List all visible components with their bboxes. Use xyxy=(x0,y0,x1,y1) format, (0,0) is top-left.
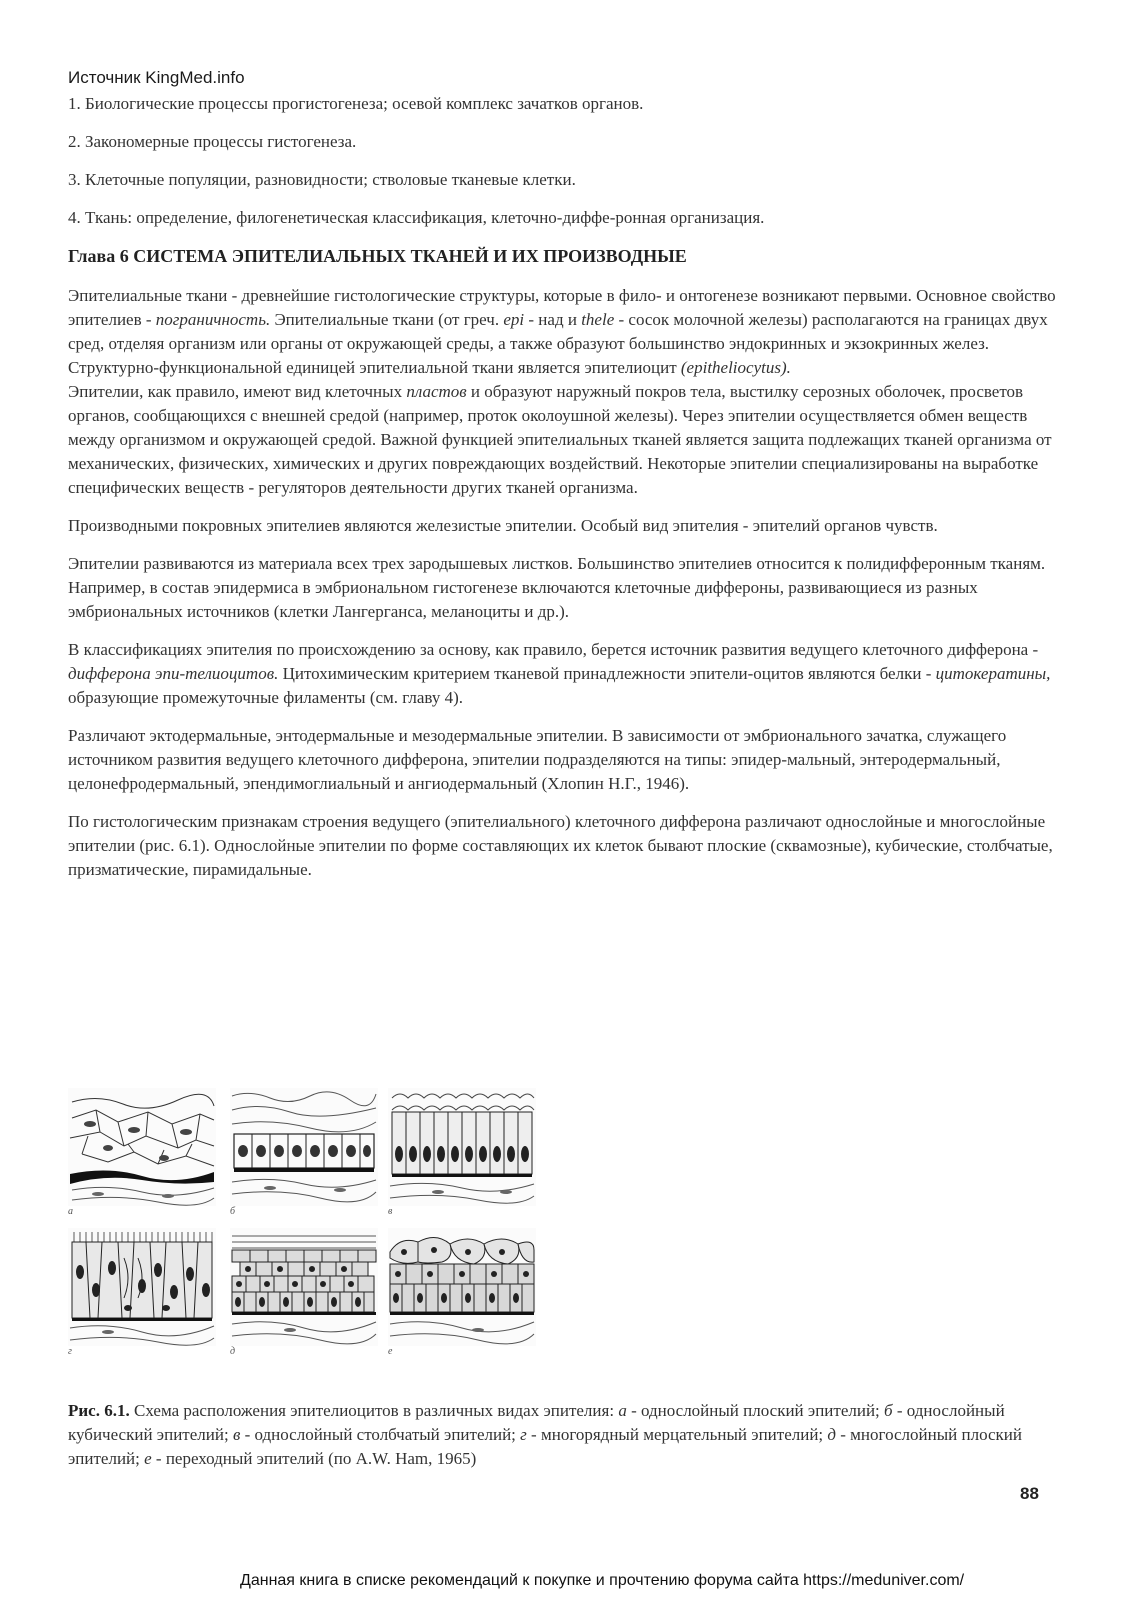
chapter-title: Глава 6 СИСТЕМА ЭПИТЕЛИАЛЬНЫХ ТКАНЕЙ И ИХ ПРОИЗВОДНЫЕ xyxy=(68,246,687,266)
paragraph-2: Производными покровных эпителиев являются железистые эпителии. Особый вид эпителия - эпителий органов чувств. xyxy=(68,516,938,535)
figure-panel-b xyxy=(230,1088,378,1217)
page-body xyxy=(68,92,1058,896)
figure-panel-c xyxy=(388,1088,536,1217)
figure-label-e: д xyxy=(230,1346,236,1357)
ciliated-epithelium-drawing xyxy=(68,1228,216,1346)
question-4: 4. Ткань: определение, филогенетическая классификация, клеточно-диффе-ронная организация. xyxy=(68,208,765,227)
stratified-epithelium-drawing xyxy=(230,1228,378,1346)
figure-panel-e xyxy=(230,1228,378,1357)
paragraph-6: По гистологическим признакам строения ведущего (эпителиального) клеточного дифферона различают однослойные и многослойные эпителии (рис. 6.1). Однослойные эпителии по форме составляющих их клеток бывают плоские (сквамозные), кубические, столбчатые, призматические, пирамидальные. xyxy=(68,812,1053,879)
footer-note: Данная книга в списке рекомендаций к покупке и прочтению форума сайта https://meduniver.com/ xyxy=(240,1572,965,1589)
figure-label-f: е xyxy=(388,1346,393,1357)
figure-caption: Рис. 6.1. Схема расположения эпителиоцитов в различных видах эпителия: а - однослойный плоский эпителий; б - однослойный кубический эпителий; в - однослойный столбчатый эпителий; г - многорядный мерцательный эпителий; д - многослойный плоский эпителий; е - переходный эпителий (по A.W. Ham, 1965) xyxy=(68,1401,1023,1468)
question-2: 2. Закономерные процессы гистогенеза. xyxy=(68,132,357,151)
figure-label-a: а xyxy=(68,1206,73,1217)
figure-label-c: в xyxy=(388,1206,393,1217)
epithelium-figure xyxy=(68,1088,548,1363)
paragraph-3: Эпителии развиваются из материала всех трех зародышевых листков. Большинство эпителиев относится к полидифферонным тканям. Например, в состав эпидермиса в эмбриональном гистогенезе включаются клеточные диффероны, развивающиеся из разных эмбриональных источников (клетки Лангерганса, меланоциты и др.). xyxy=(68,554,1046,621)
figure-label-d: г xyxy=(68,1346,72,1357)
figure-panel-f xyxy=(388,1228,536,1357)
paragraph-5: Различают эктодермальные, энтодермальные и мезодермальные эпителии. В зависимости от эмбрионального зачатка, служащего источником развития ведущего клеточного дифферона, эпителии подразделяются на типы: эпидер-мальный, энтеродермальный, целонефродермальный, эпендимоглиальный и ангиодермальный (Хлопин Н.Г., 1946). xyxy=(68,726,1007,793)
columnar-epithelium-drawing xyxy=(388,1088,536,1206)
squamous-epithelium-drawing xyxy=(68,1088,216,1206)
transitional-epithelium-drawing xyxy=(388,1228,536,1346)
paragraph-1: Эпителиальные ткани - древнейшие гистологические структуры, которые в фило- и онтогенезе возникают первыми. Основное свойство эпителиев - пограничность. Эпителиальные ткани (от греч. epi - над и thele - сосок молочной железы) располагаются на границах двух сред, отделяя организм или органы от окружающей среды, а также образуют большинство эндокринных и экзокринных желез. Структурно-функциональной единицей эпителиальной ткани является эпителиоцит (epitheliocytus). Эпителии, как правило, имеют вид клеточных пластов и образуют наружный покров тела, выстилку серозных оболочек, просветов органов, сообщающихся с внешней средой (например, проток околоушной железы). Через эпителии осуществляется обмен веществ между организмом и окружающей средой. Важной функцией эпителиальных тканей является защита подлежащих тканей организма от механических, физических, химических и других повреждающих воздействий. Некоторые эпителии специализированы на выработке специфических веществ - регуляторов деятельности других тканей организма. xyxy=(68,286,1056,497)
cuboidal-epithelium-drawing xyxy=(230,1088,378,1206)
paragraph-4: В классификациях эпителия по происхождению за основу, как правило, берется источник развития ведущего клеточного дифферона - дифферона эпи-телиоцитов. Цитохимическим критерием тканевой принадлежности эпители-оцитов являются белки - цитокератины, образующие промежуточные филаменты (см. главу 4). xyxy=(68,640,1051,707)
figure-panel-a xyxy=(68,1088,216,1217)
question-1: 1. Биологические процессы прогистогенеза; осевой комплекс зачатков органов. xyxy=(68,94,644,113)
question-3: 3. Клеточные популяции, разновидности; стволовые тканевые клетки. xyxy=(68,170,576,189)
source-label: Источник KingMed.info xyxy=(68,68,245,87)
page-number: 88 xyxy=(1020,1484,1039,1503)
figure-label-b: б xyxy=(230,1206,236,1217)
figure-panel-d xyxy=(68,1228,216,1357)
